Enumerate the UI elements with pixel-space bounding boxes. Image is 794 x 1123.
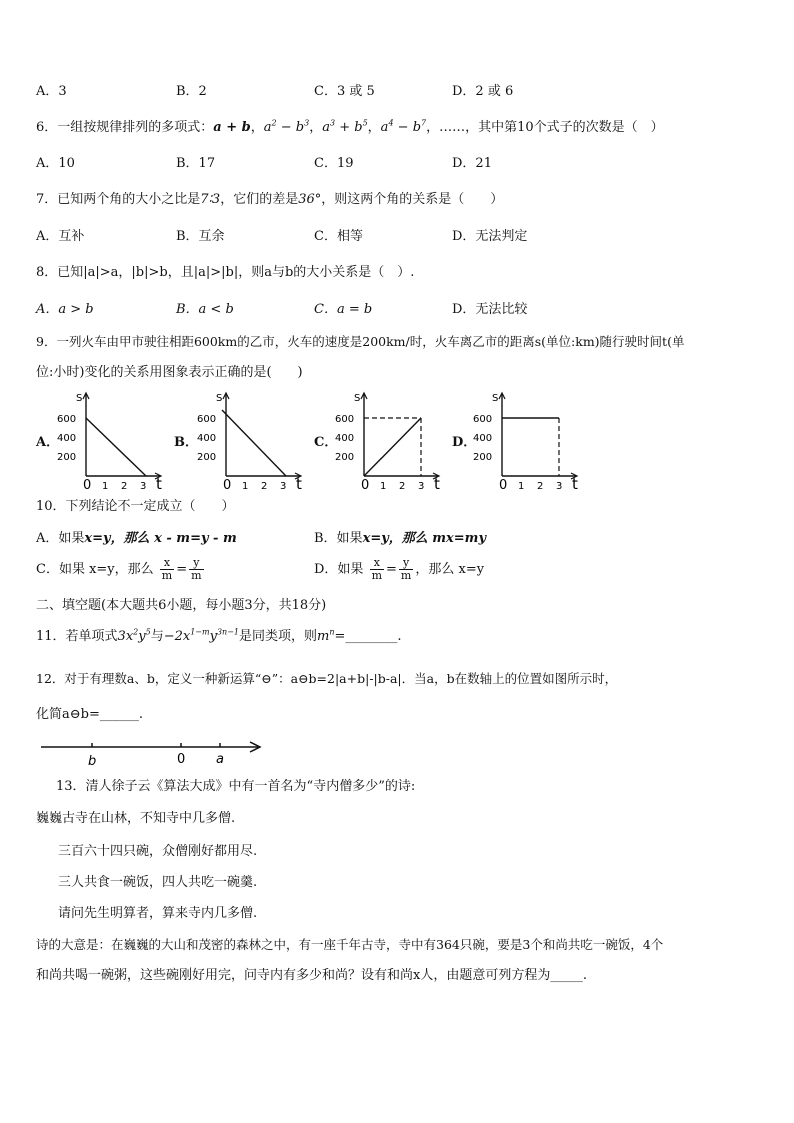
q6-option-b: B．17 <box>176 156 216 171</box>
q11-monomial: $3x^2y^5$ <box>117 627 151 644</box>
q12-number-line <box>36 735 276 771</box>
q11-tail: =________. <box>334 629 402 644</box>
y-tick-label: 600 <box>197 414 217 425</box>
x-tick-label: 0 <box>361 478 370 493</box>
x-tick-label: 2 <box>121 481 128 492</box>
section-heading: 二、填空题(本大题共6小题，每小题3分，共18分) <box>36 598 327 613</box>
y-tick-label: 200 <box>57 452 77 463</box>
y-tick-label: 400 <box>197 433 217 444</box>
q10-question: 10．下列结论不一定成立（ ） <box>36 499 235 514</box>
q13-poem-line: 三人共食一碗饭，四人共吃一碗羹. <box>58 875 258 890</box>
q11-suffix: 是同类项，则 <box>239 629 318 644</box>
q6-poly: $a^4 - b^7$ <box>380 118 427 135</box>
q5-option-a: A．3 <box>36 84 67 99</box>
graph-line <box>364 418 421 476</box>
q9-line1: 9．一列火车由甲市驶往相距600km的乙市，火车的速度是200km/时，火车离乙市的距离s(单位:km)随行驶时间t(单 <box>36 334 685 349</box>
q9-graph-label-c: C． <box>314 435 338 450</box>
q9-graph-a <box>56 388 166 494</box>
q9-line2: 位:小时)变化的关系用图象表示正确的是( ) <box>36 365 303 380</box>
q6-poly: $a^2 - b^3$ <box>263 118 310 135</box>
x-tick-label: 2 <box>537 481 544 492</box>
q7-text: ，它们的差是 <box>220 192 299 207</box>
x-tick-label: 1 <box>102 481 109 492</box>
q8-option-b: B．a < b <box>176 302 234 317</box>
x-axis-label: t <box>156 475 162 493</box>
q11-question <box>36 628 402 646</box>
q10-option-b <box>314 530 486 548</box>
x-axis-label: t <box>434 475 440 493</box>
x-tick-label: 0 <box>499 478 508 493</box>
q6-poly: a + b <box>213 120 251 135</box>
x-axis-label: t <box>572 475 578 493</box>
y-axis-label: S <box>216 393 223 404</box>
y-tick-label: 600 <box>57 414 77 425</box>
q10-option-c-prefix: C．如果 x=y，那么 <box>36 562 154 577</box>
x-tick-label: 3 <box>140 481 147 492</box>
y-tick-label: 400 <box>335 433 355 444</box>
q13-poem-line: 三百六十四只碗，众僧刚好都用尽. <box>58 844 258 859</box>
q11-monomial: $-2x^{1-m}y^{3n-1}$ <box>163 627 240 644</box>
y-tick-label: 600 <box>473 414 493 425</box>
q7-ratio: 7∶3 <box>200 192 221 207</box>
y-axis-label: S <box>76 393 83 404</box>
q6-option-d: D．21 <box>452 156 492 171</box>
x-tick-label: 3 <box>418 481 425 492</box>
q13-meaning-line1: 诗的大意是：在巍巍的大山和茂密的森林之中，有一座千年古寺，寺中有364只碗，要是3个和尚共吃一碗饭，4个 <box>36 937 664 952</box>
q7-question <box>36 191 503 209</box>
q11-prefix: 11．若单项式 <box>36 629 118 644</box>
fraction <box>399 557 413 582</box>
q7-option-b: B．互余 <box>176 229 225 244</box>
q13-intro: 13．清人徐子云《算法大成》中有一首名为“寺内僧多少”的诗: <box>56 779 416 794</box>
q10-option-d: D．如果 $\frac{x}{m}$ = $\frac{y}{m}$ ，那么 x=y <box>314 556 485 582</box>
number-line-label-b: b <box>88 754 97 769</box>
q6-prefix: 6．一组按规律排列的多项式： <box>36 120 214 135</box>
q9-graph-c <box>334 388 444 494</box>
q6-poly: $a^3 + b^5$ <box>322 118 368 135</box>
denominator: m <box>161 569 173 582</box>
x-tick-label: 2 <box>399 481 406 492</box>
q13-meaning-line2: 和尚共喝一碗粥，这些碗刚好用完，问寺内有多少和尚？设有和尚x人，由题意可列方程为_____. <box>36 968 587 983</box>
q11-power: $m^n$ <box>317 627 335 644</box>
q7-text: ，则这两个角的关系是（ ） <box>321 192 504 207</box>
q12-line1: 12．对于有理数a、b，定义一种新运算“⊖”：a⊖b=2|a+b|-|b-a|．当a，b在数轴上的位置如图所示时， <box>36 671 618 686</box>
q7-option-a: A．互补 <box>36 229 85 244</box>
x-tick-label: 0 <box>83 478 92 493</box>
q8-option-d: D．无法比较 <box>452 302 528 317</box>
q8-option-c: C．a = b <box>314 302 373 317</box>
q9-graph-b <box>196 388 306 494</box>
q10-option-a <box>36 530 237 548</box>
y-tick-label: 200 <box>197 452 217 463</box>
q6-question: 6．一组按规律排列的多项式：a + b，$a^2 - b^3$，$a^3 + b^5$，$a^4 - b^7$，……，其中第10个式子的次数是（ ） <box>36 118 664 135</box>
y-axis-label: S <box>492 393 499 404</box>
fraction <box>160 557 174 582</box>
x-tick-label: 0 <box>223 478 232 493</box>
q12-line2: 化简a⊖b=______. <box>36 707 143 722</box>
q10-option-a-prefix: A．如果 <box>36 531 85 546</box>
q5-option-c: C．3 或 5 <box>314 84 375 99</box>
q7-text: 7．已知两个角的大小之比是 <box>36 192 201 207</box>
q9-graph-label-b: B． <box>174 435 198 450</box>
y-tick-label: 600 <box>335 414 355 425</box>
x-tick-label: 2 <box>261 481 268 492</box>
number-line-label-zero: 0 <box>177 752 186 767</box>
denominator: m <box>191 569 202 582</box>
q9-graph-label-a: A． <box>36 435 60 450</box>
numerator: y <box>189 557 203 570</box>
q13-poem-line: 巍巍古寺在山林，不知寺中几多僧. <box>36 811 236 826</box>
q8-question: 8．已知|a|>a，|b|>b，且|a|>|b|，则a与b的大小关系是（ ）. <box>36 265 415 280</box>
numerator: y <box>399 557 413 570</box>
q6-suffix: ，……，其中第10个式子的次数是（ ） <box>426 120 664 135</box>
y-tick-label: 200 <box>335 452 355 463</box>
fraction <box>370 557 384 582</box>
x-tick-label: 1 <box>242 481 249 492</box>
fraction <box>189 557 203 582</box>
q10-option-a-math: x=y，那么 x - m=y - m <box>84 531 237 546</box>
numerator: x <box>370 557 384 570</box>
graph-line <box>86 418 146 476</box>
q7-angle: 36° <box>298 192 322 207</box>
x-tick-label: 1 <box>518 481 525 492</box>
numerator: x <box>160 557 174 570</box>
y-tick-label: 400 <box>473 433 493 444</box>
q10-option-d-suffix: ，那么 x=y <box>415 562 485 577</box>
q5-option-d: D．2 或 6 <box>452 84 514 99</box>
q7-option-c: C．相等 <box>314 229 363 244</box>
graph-line <box>222 410 286 476</box>
q6-option-c: C．19 <box>314 156 354 171</box>
q10-option-b-prefix: B．如果 <box>314 531 363 546</box>
x-tick-label: 1 <box>380 481 387 492</box>
x-axis-label: t <box>296 475 302 493</box>
q5-option-b: B．2 <box>176 84 207 99</box>
q6-option-a: A．10 <box>36 156 75 171</box>
y-axis-label: S <box>354 393 361 404</box>
q10-option-d-prefix: D．如果 <box>314 562 364 577</box>
denominator: m <box>400 569 412 582</box>
x-tick-label: 3 <box>280 481 287 492</box>
y-tick-label: 200 <box>473 452 493 463</box>
q13-poem-line: 请问先生明算者，算来寺内几多僧. <box>58 906 258 921</box>
denominator: m <box>371 569 383 582</box>
q10-option-b-math: x=y，那么 mx=my <box>362 531 486 546</box>
q9-graph-label-d: D． <box>452 435 477 450</box>
q11-middle: 与 <box>150 629 164 644</box>
number-line-label-a: a <box>216 752 224 767</box>
q7-option-d: D．无法判定 <box>452 229 528 244</box>
q10-option-c: C．如果 x=y，那么 $\frac{x}{m}$ = $\frac{y}{m}$ <box>36 556 202 582</box>
q8-option-a: A．a > b <box>36 302 94 317</box>
q9-graph-d <box>472 388 582 494</box>
x-tick-label: 3 <box>556 481 563 492</box>
y-tick-label: 400 <box>57 433 77 444</box>
